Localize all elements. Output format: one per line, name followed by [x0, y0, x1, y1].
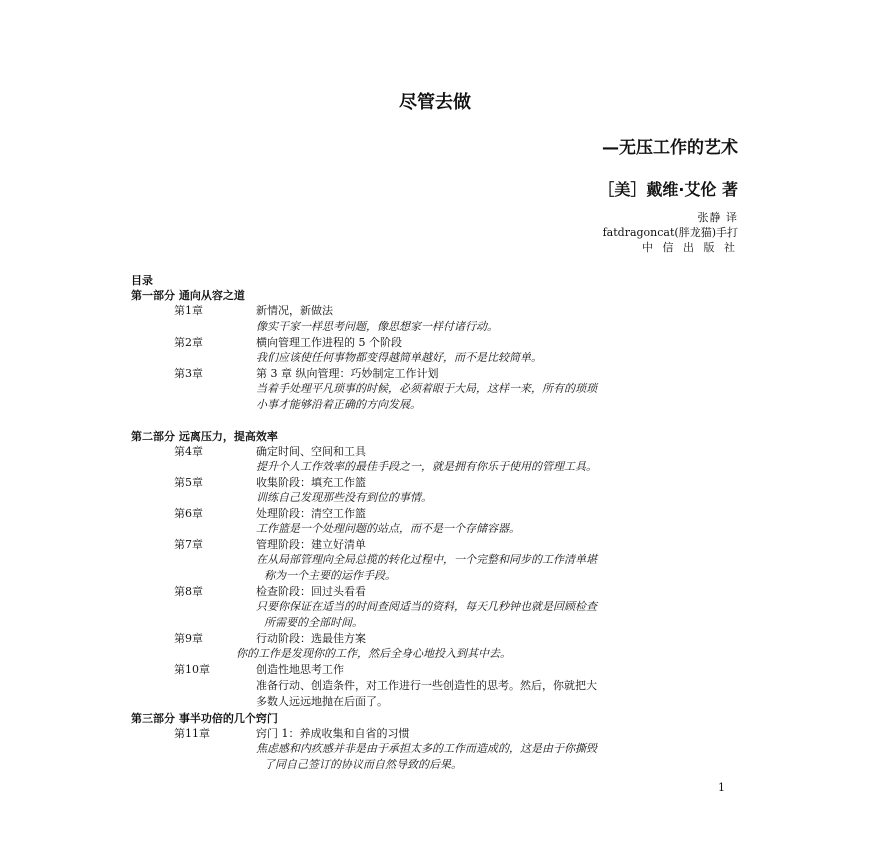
part-heading: 第三部分 事半功倍的几个窍门 — [131, 712, 278, 725]
chapter-description: 像实干家一样思考问题，像思想家一样付诸行动。 — [256, 320, 498, 333]
chapter-description: 小事才能够沿着正确的方向发展。 — [256, 398, 421, 411]
chapter-description: 当着手处理平凡琐事的时候，必须着眼于大局，这样一来，所有的琐琐 — [256, 382, 597, 395]
chapter-description: 在从局部管理向全局总揽的转化过程中，一个完整和同步的工作清单堪 — [256, 553, 597, 566]
chapter-title: 窍门 1：养成收集和自省的习惯 — [256, 727, 410, 740]
chapter-title: 收集阶段：填充工作篮 — [256, 476, 366, 489]
chapter-description: 焦虑感和内疚感并非是由于承担太多的工作而造成的，这是由于你撕毁 — [256, 742, 597, 755]
chapter-number: 第5章 — [174, 476, 203, 489]
chapter-title: 行动阶段：选最佳方案 — [256, 632, 366, 645]
chapter-title: 新情况，新做法 — [256, 304, 333, 317]
chapter-title: 第 3 章 纵向管理：巧妙制定工作计划 — [256, 367, 439, 380]
chapter-number: 第4章 — [174, 445, 203, 458]
chapter-number: 第9章 — [174, 632, 203, 645]
book-subtitle: —无压工作的艺术 — [602, 138, 738, 158]
chapter-description: 我们应该使任何事物都变得越简单越好，而不是比较简单。 — [256, 351, 542, 364]
chapter-number: 第8章 — [174, 585, 203, 598]
chapter-description: 你的工作是发现你的工作，然后全身心地投入到其中去。 — [236, 647, 511, 660]
part-heading: 第二部分 远离压力，提高效率 — [131, 430, 278, 443]
chapter-description: 所需要的全部时间。 — [264, 616, 363, 629]
chapter-description: 准备行动、创造条件，对工作进行一些创造性的思考。然后，你就把大 — [256, 679, 597, 692]
chapter-title: 管理阶段：建立好清单 — [256, 538, 366, 551]
chapter-title: 创造性地思考工作 — [256, 663, 344, 676]
chapter-title: 处理阶段：清空工作篮 — [256, 507, 366, 520]
chapter-description: 提升个人工作效率的最佳手段之一，就是拥有你乐于使用的管理工具。 — [256, 460, 597, 473]
book-title: 尽管去做 — [399, 92, 471, 113]
chapter-number: 第11章 — [174, 727, 210, 740]
chapter-number: 第3章 — [174, 367, 203, 380]
chapter-description: 工作篮是一个处理问题的站点，而不是一个存储容器。 — [256, 522, 520, 535]
chapter-number: 第2章 — [174, 336, 203, 349]
chapter-number: 第1章 — [174, 304, 203, 317]
chapter-description: 只要你保证在适当的时间查阅适当的资料，每天几秒钟也就是回顾检查 — [256, 600, 597, 613]
chapter-description: 了同自己签订的协议而自然导致的后果。 — [264, 758, 462, 771]
chapter-title: 确定时间、空间和工具 — [256, 445, 366, 458]
chapter-description: 多数人远远地抛在后面了。 — [256, 695, 388, 708]
part-heading: 第一部分 通向从容之道 — [131, 289, 245, 302]
chapter-number: 第10章 — [174, 663, 210, 676]
page-number: 1 — [718, 781, 725, 794]
chapter-number: 第7章 — [174, 538, 203, 551]
chapter-description: 称为一个主要的运作手段。 — [264, 569, 396, 582]
toc-heading: 目录 — [131, 274, 153, 287]
chapter-number: 第6章 — [174, 507, 203, 520]
publisher-line: 中 信 出 版 社 — [642, 241, 738, 254]
chapter-title: 横向管理工作进程的 5 个阶段 — [256, 336, 402, 349]
author-line: ［美］戴维·艾伦 著 — [598, 180, 738, 199]
translator-line: 张静 译 — [697, 211, 738, 224]
typist-line: fatdragoncat(胖龙猫)手打 — [602, 226, 738, 239]
chapter-description: 训练自己发现那些没有到位的事情。 — [256, 491, 432, 504]
chapter-title: 检查阶段：回过头看看 — [256, 585, 366, 598]
